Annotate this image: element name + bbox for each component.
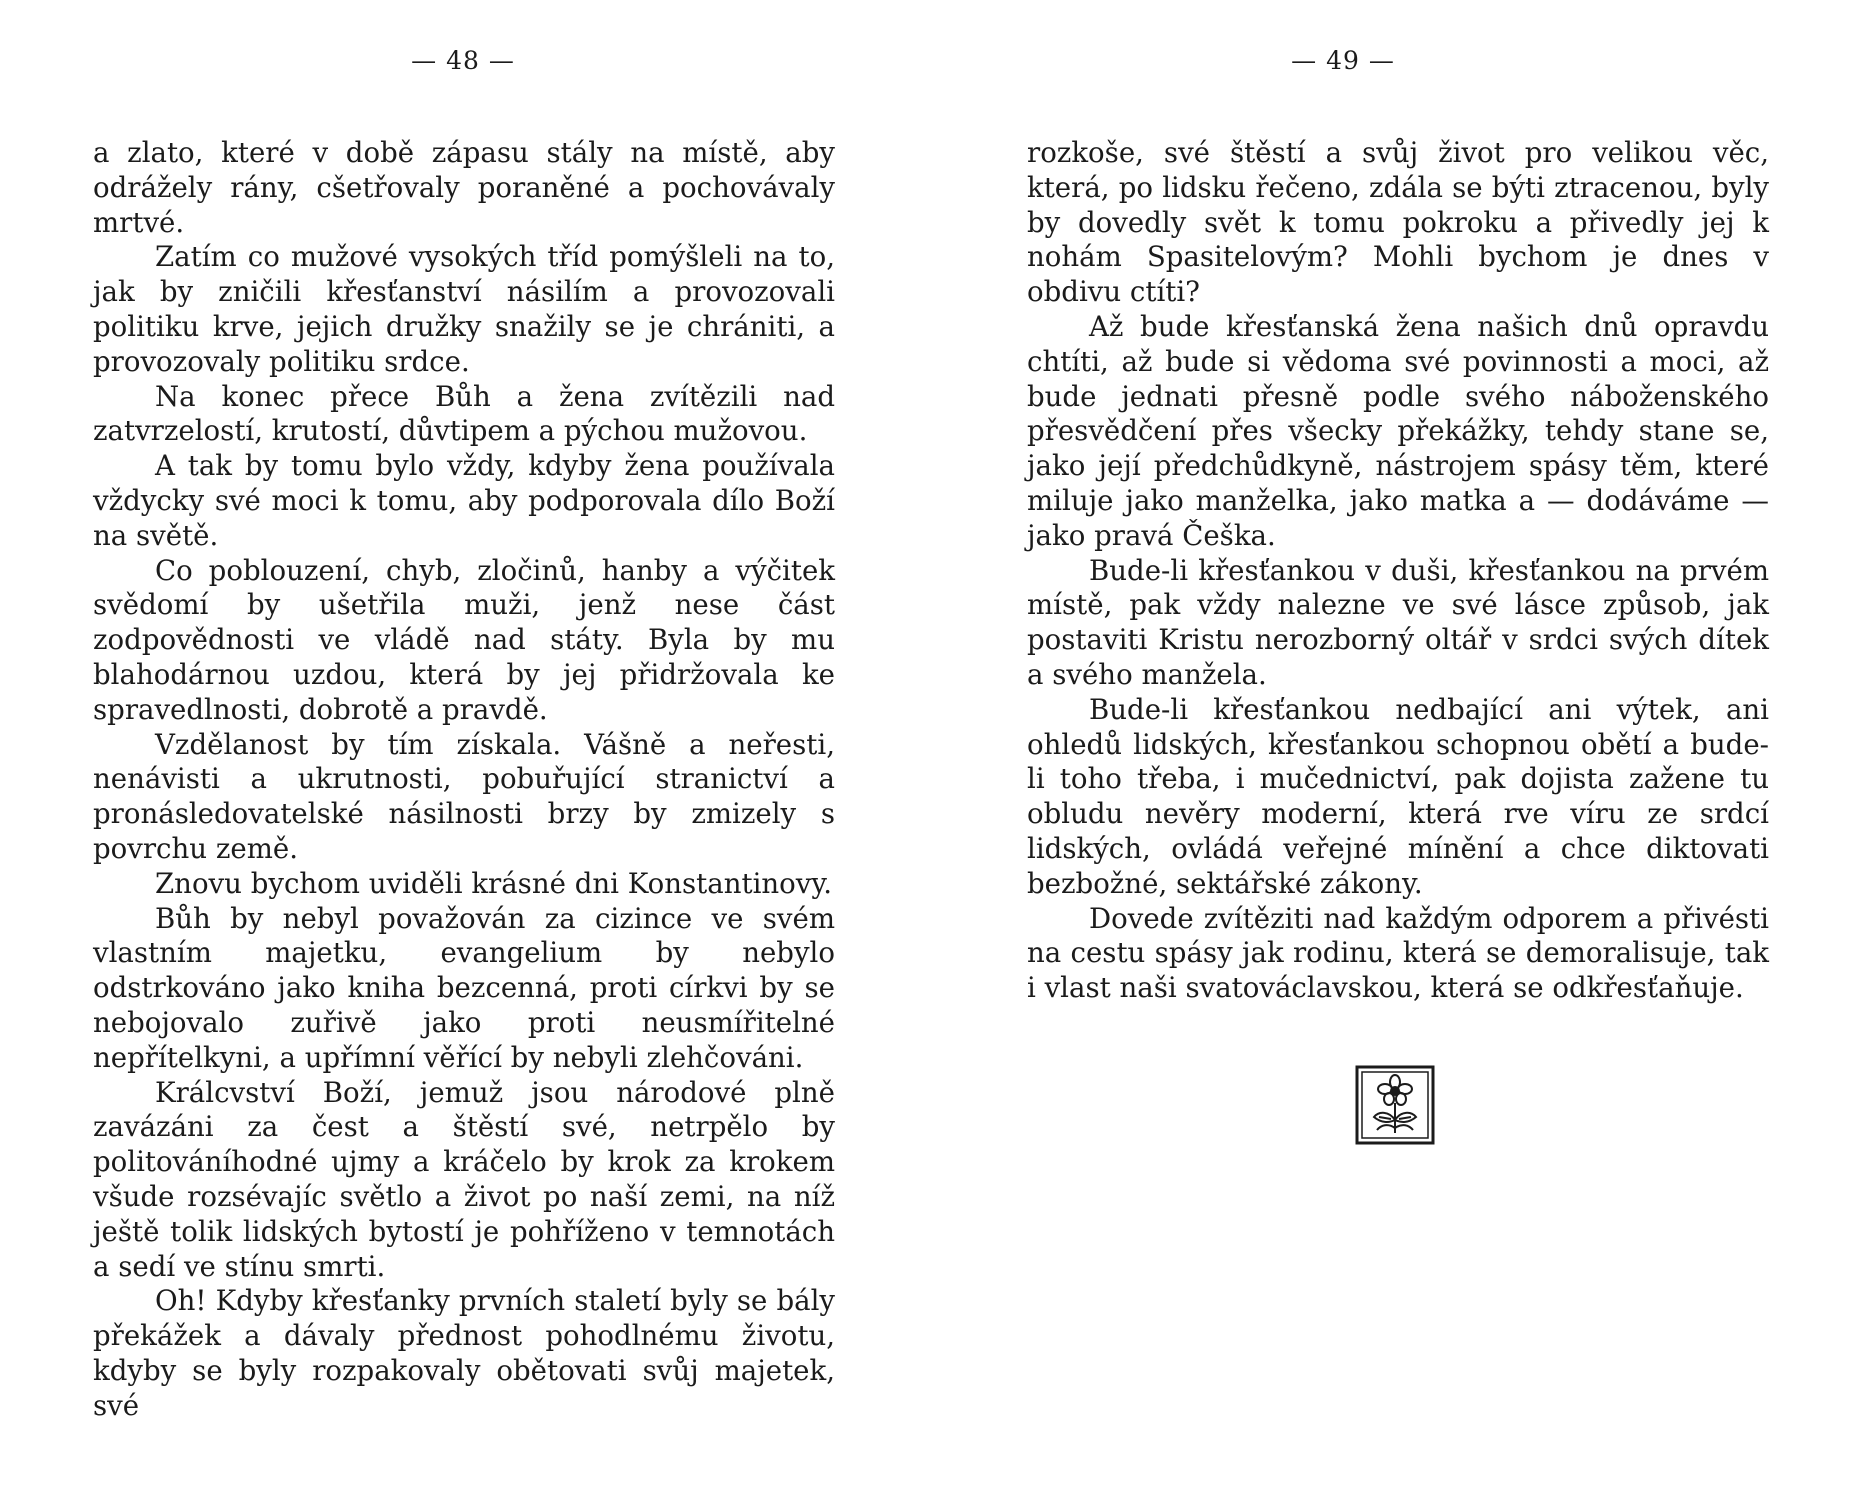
right-page — [1027, 0, 1769, 1500]
flower-ornament-icon — [1355, 1065, 1435, 1145]
page-text — [1027, 136, 1769, 1006]
paragraph: Až bude křesťanská žena našich dnů opravdu chtíti, až bude si vědoma své povinnosti a moci, až bude jednati přesně podle svého náboženského přesvědčení přes všecky překážky, tehdy stane se, jako její předchůdkyně, nástrojem spásy těm, které miluje jako manželka, jako matka a — dodáváme — jako pravá Češka. — [1027, 309, 1769, 552]
page-text — [93, 136, 835, 1423]
paragraph: Zatím co mužové vysokých tříd pomýšleli na to, jak by zničili křesťanství násilím a provozovali politiku krve, jejich družky snažily se je chrániti, a provozovaly politiku srdce. — [93, 240, 835, 378]
paragraph: Oh! Kdyby křesťanky prvních staletí byly se bály překážek a dávaly přednost pohodlnému životu, kdyby se byly rozpakovaly obětovati svůj majetek, své — [93, 1284, 835, 1422]
paragraph: a zlato, které v době zápasu stály na místě, aby odrážely rány, cšetřovaly poraněné a pochovávaly mrtvé. — [93, 136, 835, 239]
paragraph: Co poblouzení, chyb, zločinů, hanby a výčitek svědomí by ušetřila muži, jenž nese část zodpovědnosti ve vládě nad státy. Byla by mu blahodárnou uzdou, která by jej přidržovala ke spravedlnosti, dobrotě a pravdě. — [93, 553, 835, 726]
paragraph: Dovede zvítěziti nad každým odporem a přivésti na cestu spásy jak rodinu, která se demoralisuje, tak i vlast naši svatováclavskou, která se odkřesťaňuje. — [1027, 901, 1769, 1005]
paragraph: Bůh by nebyl považován za cizince ve svém vlastním majetku, evangelium by nebylo odstrkováno jako kniha bezcenná, proti církvi by se nebojovalo zuřivě jako proti neusmířitelné nepřítelkyni, a upřímní věřící by nebyli zlehčováni. — [93, 901, 835, 1074]
paragraph: Na konec přece Bůh a žena zvítězili nad zatvrzelostí, krutostí, důvtipem a pýchou mužovou. — [93, 379, 835, 448]
paragraph: Králcvství Boží, jemuž jsou národové plně zavázáni za čest a štěstí své, netrpělo by politováníhodné ujmy a kráčelo by krok za krokem všude rozsévajíc světlo a život po naší zemi, na níž ještě tolik lidských bytostí je pohříženo v temnotách a sedí ve stínu smrti. — [93, 1075, 835, 1283]
left-page — [93, 0, 835, 1500]
paragraph: Znovu bychom uviděli krásné dni Konstantinovy. — [155, 866, 833, 900]
page-number: — 48 — — [411, 46, 515, 75]
paragraph: Bude-li křesťankou v duši, křesťankou na prvém místě, pak vždy nalezne ve své lásce způsob, jak postaviti Kristu nerozborný oltář v srdci svých dítek a svého manžela. — [1027, 553, 1769, 691]
page-number: — 49 — — [1291, 46, 1395, 75]
paragraph: rozkoše, své štěstí a svůj život pro velikou věc, která, po lidsku řečeno, zdála se býti ztracenou, byly by dovedly svět k tomu pokroku a přivedly jej k nohám Spasitelovým? Mohli bychom je dnes v obdivu ctíti? — [1027, 136, 1769, 309]
paragraph: Vzdělanost by tím získala. Vášně a neřesti, nenávisti a ukrutnosti, pobuřující stranictví a pronásledovatelské násilnosti brzy by zmizely s povrchu země. — [93, 727, 835, 865]
paragraph: A tak by tomu bylo vždy, kdyby žena používala vždycky své moci k tomu, aby podporovala dílo Boží na světě. — [93, 449, 835, 552]
paragraph: Bude-li křesťankou nedbající ani výtek, ani ohledů lidských, křesťankou schopnou obětí a bude-li toho třeba, i mučednictví, pak dojista zažene tu obludu nevěry moderní, která rve víru ze srdcí lidských, ovládá veřejné mínění a chce diktovati bezbožné, sektářské zákony. — [1027, 692, 1769, 900]
